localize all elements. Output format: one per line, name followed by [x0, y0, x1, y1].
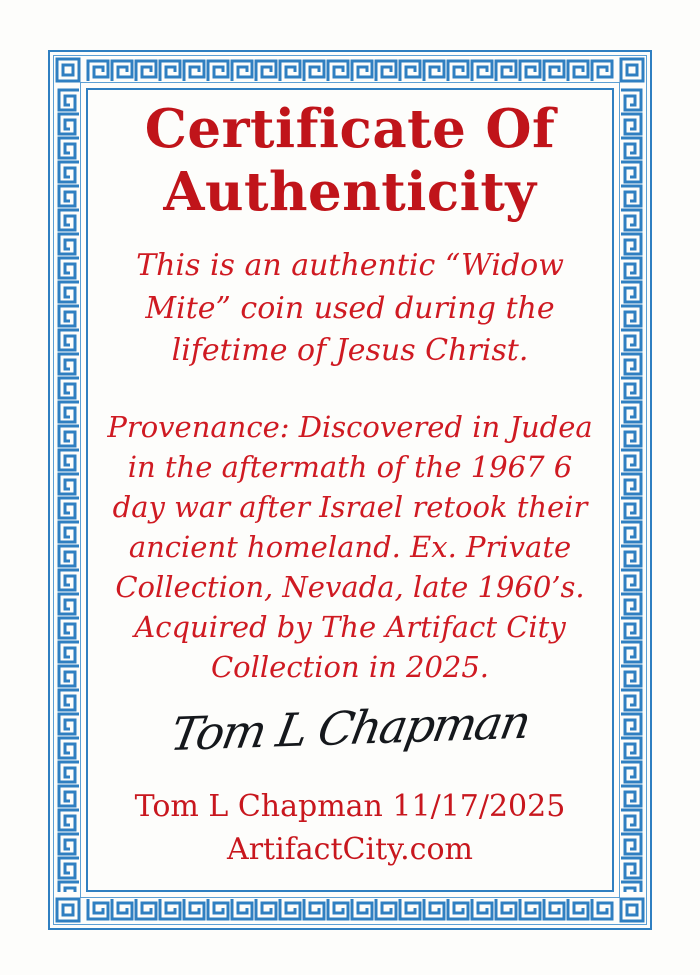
- meander-corner-icon-top-left: [55, 57, 81, 83]
- page-title-line-2: Authenticity: [163, 160, 537, 223]
- certificate-content: [96, 92, 604, 869]
- handwritten-signature: Tom L Chapman: [166, 694, 534, 762]
- meander-pattern-right: [619, 88, 645, 892]
- authenticity-statement: This is an authentic “Widow Mite” coin used during the lifetime of Jesus Christ.: [136, 248, 564, 369]
- page-title: [96, 92, 604, 223]
- page-title-line-1: Certificate Of: [144, 98, 556, 160]
- meander-corner-icon-top-right: [619, 57, 645, 83]
- website-text: ArtifactCity.com: [227, 831, 473, 867]
- meander-corner-icon-bottom-left: [55, 897, 81, 923]
- meander-pattern-bottom: [86, 897, 614, 923]
- signature-block: [96, 694, 604, 787]
- meander-pattern-left: [55, 88, 81, 892]
- meander-corner-icon-bottom-right: [619, 897, 645, 923]
- meander-pattern-top: [86, 57, 614, 83]
- provenance-statement: Provenance: Discovered in Judea in the aftermath of the 1967 6 day war after Israel retook their ancient homeland. Ex. Private Collection, Nevada, late 1960’s. Acquired by The Artifact City Collection in 2025.: [107, 409, 593, 684]
- signer-name-and-date: Tom L Chapman 11/17/2025: [134, 788, 566, 824]
